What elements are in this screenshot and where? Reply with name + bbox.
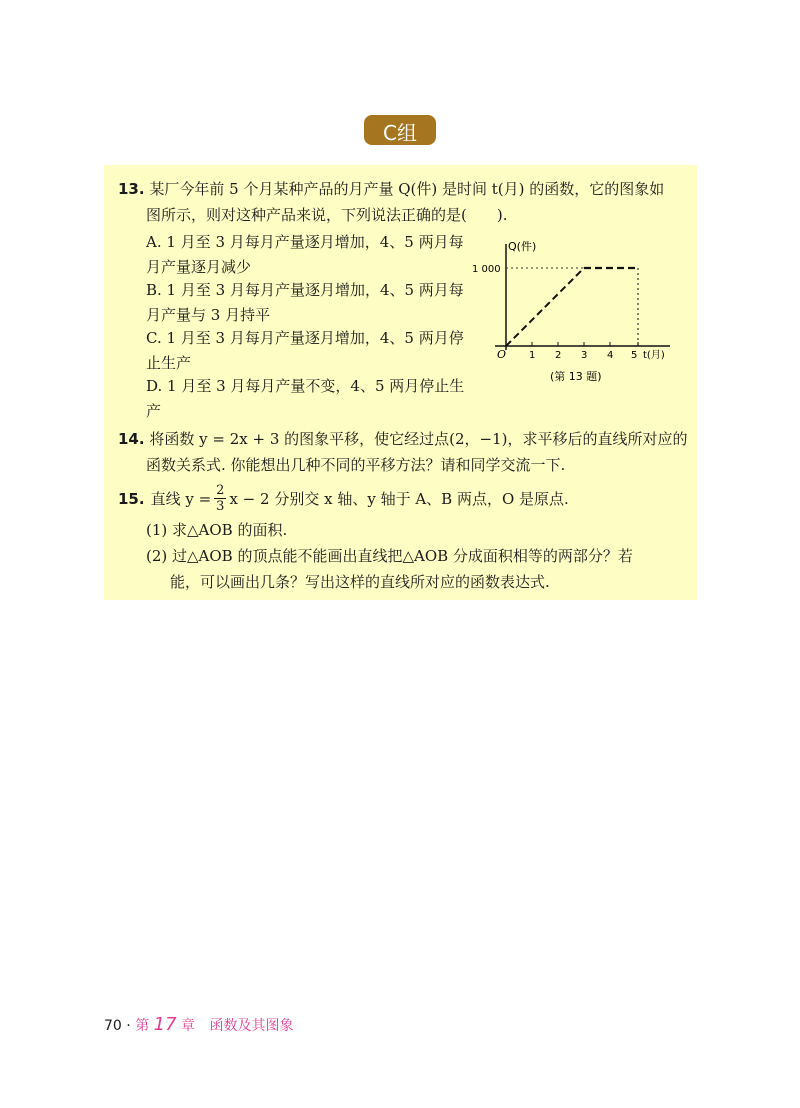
q13-option-d: D. 1 月至 3 月每月产量不变，4、5 两月停止生产: [146, 377, 465, 420]
y-axis-label: Q(件): [508, 240, 537, 253]
footer-dot: ·: [126, 1018, 131, 1034]
q15-suffix: x − 2 分别交 x 轴、y 轴于 A、B 两点，O 是原点.: [229, 489, 569, 508]
x-tick-label-2: 2: [555, 350, 562, 361]
q15-frac-num: 2: [216, 483, 225, 498]
q13-number: 13.: [118, 180, 145, 198]
q13-option-b: B. 1 月至 3 月每月产量逐月增加，4、5 两月每月产量与 3 月持平: [146, 281, 464, 324]
q13-option-c: C. 1 月至 3 月每月产量逐月增加，4、5 两月停止生产: [146, 329, 464, 372]
q13-text-1: 某厂今年前 5 个月某种产品的月产量 Q(件) 是时间 t(月) 的函数，它的图象如: [149, 180, 665, 198]
x-tick-label-1: 1: [529, 350, 536, 361]
q15-sub1: (1) 求△AOB 的面积.: [146, 521, 288, 539]
q14-text-1: 将函数 y = 2x + 3 的图象平移，使它经过点(2，−1)，求平移后的直线所对应的: [149, 430, 688, 448]
q14-line2: 函数关系式. 你能想出几种不同的平移方法？请和同学交流一下.: [146, 456, 566, 474]
q15-sub2-line2: 能，可以画出几条？写出这样的直线所对应的函数表达式.: [170, 573, 550, 591]
q15-prefix: 直线 y =: [150, 489, 212, 508]
chapter-suffix: 章: [181, 1018, 195, 1034]
x-tick-label-4: 4: [607, 350, 614, 361]
figure-caption: (第 13 题): [550, 370, 602, 383]
q13-figure: [470, 230, 680, 390]
q14-number: 14.: [118, 430, 145, 448]
y-tick-label: 1 000: [472, 264, 501, 275]
chapter-title: 函数及其图象: [209, 1018, 294, 1034]
chapter-prefix: 第: [135, 1018, 150, 1034]
page-number: 70: [104, 1018, 122, 1034]
q15-fraction: [214, 483, 226, 514]
q13-line2: 图所示，则对这种产品来说，下列说法正确的是( ).: [146, 206, 508, 224]
chapter-number: 17: [153, 1014, 177, 1035]
q15-sub2-line1: (2) 过△AOB 的顶点能不能画出直线把△AOB 分成面积相等的两部分？若: [146, 547, 633, 565]
origin-label: O: [497, 348, 507, 361]
q13-option-a: A. 1 月至 3 月每月产量逐月增加，4、5 两月每月产量逐月减少: [146, 233, 464, 276]
q15-frac-den: 3: [216, 499, 225, 514]
q14-line1: [118, 428, 688, 450]
x-tick-label-5: 5: [631, 350, 638, 361]
x-axis-label: t(月): [643, 350, 665, 361]
q13-line1: [118, 178, 664, 200]
x-tick-label-3: 3: [581, 350, 588, 361]
page-footer: [104, 1014, 293, 1035]
group-label: C组: [383, 121, 417, 145]
group-tab: [364, 115, 436, 145]
q15-line1: [118, 483, 569, 514]
q15-number: 15.: [118, 489, 145, 508]
growth-segment: [506, 268, 584, 346]
